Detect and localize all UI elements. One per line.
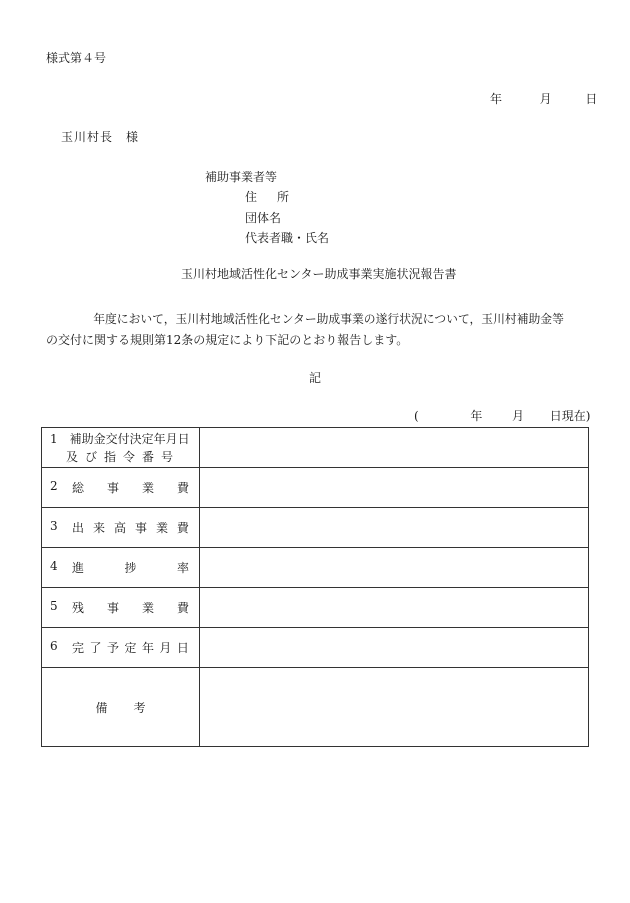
row3-char: 事	[134, 521, 147, 535]
row1-num: 1	[50, 431, 58, 446]
row3-char: 費	[176, 521, 189, 535]
table-row	[42, 428, 589, 468]
table-row	[42, 588, 589, 628]
remarks-char: 考	[133, 700, 146, 715]
applicant-org-label: 団体名	[245, 211, 282, 225]
row4-value[interactable]	[200, 548, 589, 588]
row1-value[interactable]	[200, 428, 589, 468]
row5-char: 費	[176, 601, 189, 615]
row6-num: 6	[50, 639, 58, 653]
row2-char: 業	[141, 481, 154, 495]
row4-char: 率	[176, 561, 189, 575]
row3-label	[42, 508, 200, 548]
row2-char: 事	[106, 481, 119, 495]
row2-char: 費	[176, 481, 189, 495]
row6-value[interactable]	[200, 628, 589, 668]
form-number: 様式第４号	[46, 51, 107, 65]
row5-value[interactable]	[200, 588, 589, 628]
document-title: 玉川村地域活性化センター助成事業実施状況報告書	[181, 267, 457, 281]
date-month: 月	[539, 92, 552, 106]
row6-char: 予	[106, 641, 119, 655]
row1-line1: 補助金交付決定年月日	[69, 431, 190, 446]
date-line	[490, 93, 597, 105]
row3-char: 業	[155, 521, 168, 535]
row2-label	[42, 468, 200, 508]
addressee: 玉川村長 様	[61, 130, 140, 144]
row4-char: 捗	[124, 561, 137, 575]
body-line-2: の交付に関する規則第12条の規定により下記のとおり報告します。	[46, 333, 409, 347]
row6-char: 日	[176, 641, 189, 655]
applicant-title: 補助事業者等	[205, 170, 278, 184]
row6-char: 完	[72, 641, 85, 655]
row3-char: 出	[72, 521, 85, 535]
row2-char: 総	[72, 481, 85, 495]
report-table	[41, 427, 589, 747]
row1-line2: 及び指令番号	[66, 449, 181, 464]
applicant-rep-label: 代表者職・氏名	[245, 231, 330, 245]
row3-num: 3	[50, 519, 58, 533]
as-of-year: 年	[470, 409, 483, 423]
ki-heading: 記	[309, 371, 322, 385]
remarks-char: 備	[95, 700, 108, 715]
row6-char: 了	[89, 641, 102, 655]
body-line-1: 年度において，玉川村地域活性化センター助成事業の遂行状況について，玉川村補助金等	[46, 312, 564, 326]
date-year: 年	[490, 92, 503, 106]
row4-label	[42, 548, 200, 588]
document-body	[46, 309, 586, 351]
row1-label	[42, 428, 200, 468]
remarks-label	[42, 668, 200, 747]
row6-label	[42, 628, 200, 668]
row6-char: 定	[124, 641, 137, 655]
row6-char: 年	[141, 641, 154, 655]
row3-value[interactable]	[200, 508, 589, 548]
row5-char: 事	[106, 601, 119, 615]
table-row	[42, 628, 589, 668]
row2-value[interactable]	[200, 468, 589, 508]
row3-char: 高	[113, 521, 126, 535]
row4-num: 4	[50, 559, 58, 573]
remarks-value[interactable]	[200, 668, 589, 747]
as-of-day: 日現在)	[549, 409, 591, 423]
as-of-open: (	[414, 409, 419, 423]
as-of-date	[414, 410, 590, 422]
table-row	[42, 468, 589, 508]
table-row	[42, 548, 589, 588]
table-row	[42, 508, 589, 548]
row5-label	[42, 588, 200, 628]
row5-num: 5	[50, 599, 58, 613]
as-of-month: 月	[512, 409, 525, 423]
row3-char: 来	[92, 521, 105, 535]
row5-char: 業	[141, 601, 154, 615]
date-day: 日	[585, 92, 598, 106]
row2-num: 2	[50, 479, 58, 493]
row6-char: 月	[159, 641, 172, 655]
table-row	[42, 668, 589, 747]
row4-char: 進	[72, 561, 85, 575]
row5-char: 残	[72, 601, 85, 615]
applicant-address-label: 住 所	[245, 190, 294, 204]
